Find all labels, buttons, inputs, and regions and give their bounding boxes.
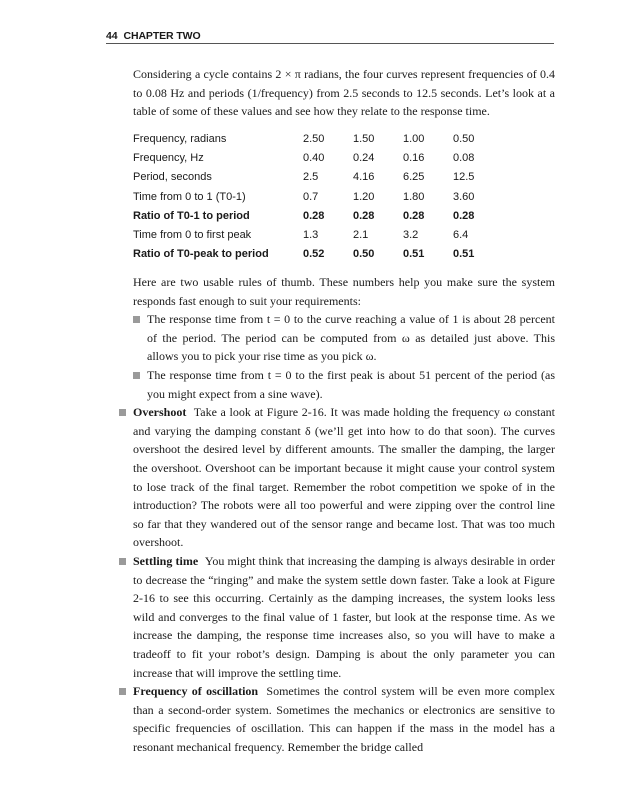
table-cell: 3.2	[403, 229, 419, 242]
table-cell: 4.16	[353, 171, 375, 184]
table-cell: 0.7	[303, 190, 319, 203]
table-cell: 3.60	[453, 190, 475, 203]
row-label: Frequency, Hz	[133, 152, 204, 165]
row-label: Frequency, radians	[133, 133, 227, 146]
frequency-table	[133, 130, 503, 264]
topics-list	[119, 403, 555, 756]
table-cell: 0.08	[453, 152, 475, 165]
table-row	[133, 226, 503, 245]
table-row	[133, 149, 503, 168]
chapter-title: CHAPTER TWO	[123, 30, 201, 42]
table-cell: 6.25	[403, 171, 425, 184]
table-cell: 2.50	[303, 133, 325, 146]
table-cell: 1.00	[403, 133, 425, 146]
row-label: Ratio of T0-peak to period	[133, 248, 269, 261]
square-bullet-icon	[133, 316, 140, 323]
table-cell: 0.52	[303, 248, 325, 261]
topic-term: Frequency of oscillation	[133, 684, 259, 699]
table-cell: 0.50	[353, 248, 375, 261]
rule-item	[133, 310, 555, 366]
topic-term: Settling time	[133, 554, 199, 568]
table-cell: 0.40	[303, 152, 325, 165]
table-cell: 1.3	[303, 229, 319, 242]
table-cell: 0.28	[353, 209, 375, 222]
table-cell: 1.50	[353, 133, 375, 146]
table-cell: 1.20	[353, 190, 375, 203]
row-label: Time from 0 to first peak	[133, 229, 252, 242]
table-cell: 2.1	[353, 229, 369, 242]
table-cell: 0.16	[403, 152, 425, 165]
topic-text: Take a look at Figure 2-16. It was made holding the frequency ω constant and varying the damping constant δ (we’ll get into how to do that soon). The curves overshoot the desired level by different amounts. The smaller the damping, the larger the overshoot. Overshoot can be important because it might cause your control system to lose track of the final target. Remember the robot competition we spoke of in the introduction? The robots were all too powerful and were zipping over the control line so far that they wandered out of the sensor range and became lost. That was too much overshoot.	[133, 405, 555, 550]
topic-item	[119, 682, 555, 756]
table-row	[133, 187, 503, 206]
table-row	[133, 130, 503, 149]
row-label: Time from 0 to 1 (T0-1)	[133, 190, 246, 203]
table-row	[133, 168, 503, 187]
rules-list	[133, 310, 555, 403]
row-label: Ratio of T0-1 to period	[133, 209, 250, 222]
table-cell: 12.5	[453, 171, 475, 184]
topic-text: You might think that increasing the damping is always desirable in order to decrease the “ringing” and make the system settle down faster. Take a look at Figure 2-16 to see this occurring. Certainly as the damping increases, the system looks less wild and converges to the final value of 1 faster, but look at the response time. As we increase the damping, the response time increases also, so you will have to make a tradeoff to fit your robot’s design. Damping is about the only parameter you can increase that will improve the settling time.	[133, 554, 555, 680]
table-cell: 0.28	[453, 209, 475, 222]
rule-item	[133, 366, 555, 403]
table-cell: 0.24	[353, 152, 375, 165]
running-header	[106, 30, 554, 44]
table-row	[133, 207, 503, 226]
topic-text: Sometimes the control system will be even more complex than a second-order system. Sometimes the mechanics or electronics are sensitive to specific frequencies of oscillation. This can happen if the mass in the model has a resonant mechanical frequency. Remember the bridge called	[133, 684, 555, 754]
table-cell: 0.28	[403, 209, 425, 222]
table-cell: 0.51	[403, 248, 425, 261]
page-body	[133, 65, 555, 757]
intro-paragraph: Considering a cycle contains 2 × π radians, the four curves represent frequencies of 0.4 to 0.08 Hz and periods (1/frequency) from 2.5 seconds to 12.5 seconds. Let’s look at a table of some of these values and see how they relate to the response time.	[133, 67, 555, 119]
table-row	[133, 245, 503, 264]
table-cell: 2.5	[303, 171, 319, 184]
rules-intro-paragraph: Here are two usable rules of thumb. These numbers help you make sure the system responds fast enough to suit your requirements:	[133, 275, 555, 308]
topic-item	[119, 552, 555, 682]
square-bullet-icon	[133, 372, 140, 379]
row-label: Period, seconds	[133, 171, 212, 184]
table-cell: 6.4	[453, 229, 469, 242]
square-bullet-icon	[119, 688, 126, 695]
table-cell: 0.51	[453, 248, 475, 261]
page-number: 44	[106, 30, 118, 42]
table-cell: 0.50	[453, 133, 475, 146]
rule-text: The response time from t = 0 to the first peak is about 51 percent of the period (as you might expect from a sine wave).	[147, 368, 555, 401]
rule-text: The response time from t = 0 to the curve reaching a value of 1 is about 28 percent of the period. The period can be computed from ω as detailed just above. This allows you to pick your rise time as you pick ω.	[147, 312, 555, 364]
square-bullet-icon	[119, 409, 126, 416]
topic-term: Overshoot	[133, 405, 187, 420]
table-cell: 0.28	[303, 209, 325, 222]
topic-item	[119, 403, 555, 552]
table-cell: 1.80	[403, 190, 425, 203]
square-bullet-icon	[119, 558, 126, 565]
